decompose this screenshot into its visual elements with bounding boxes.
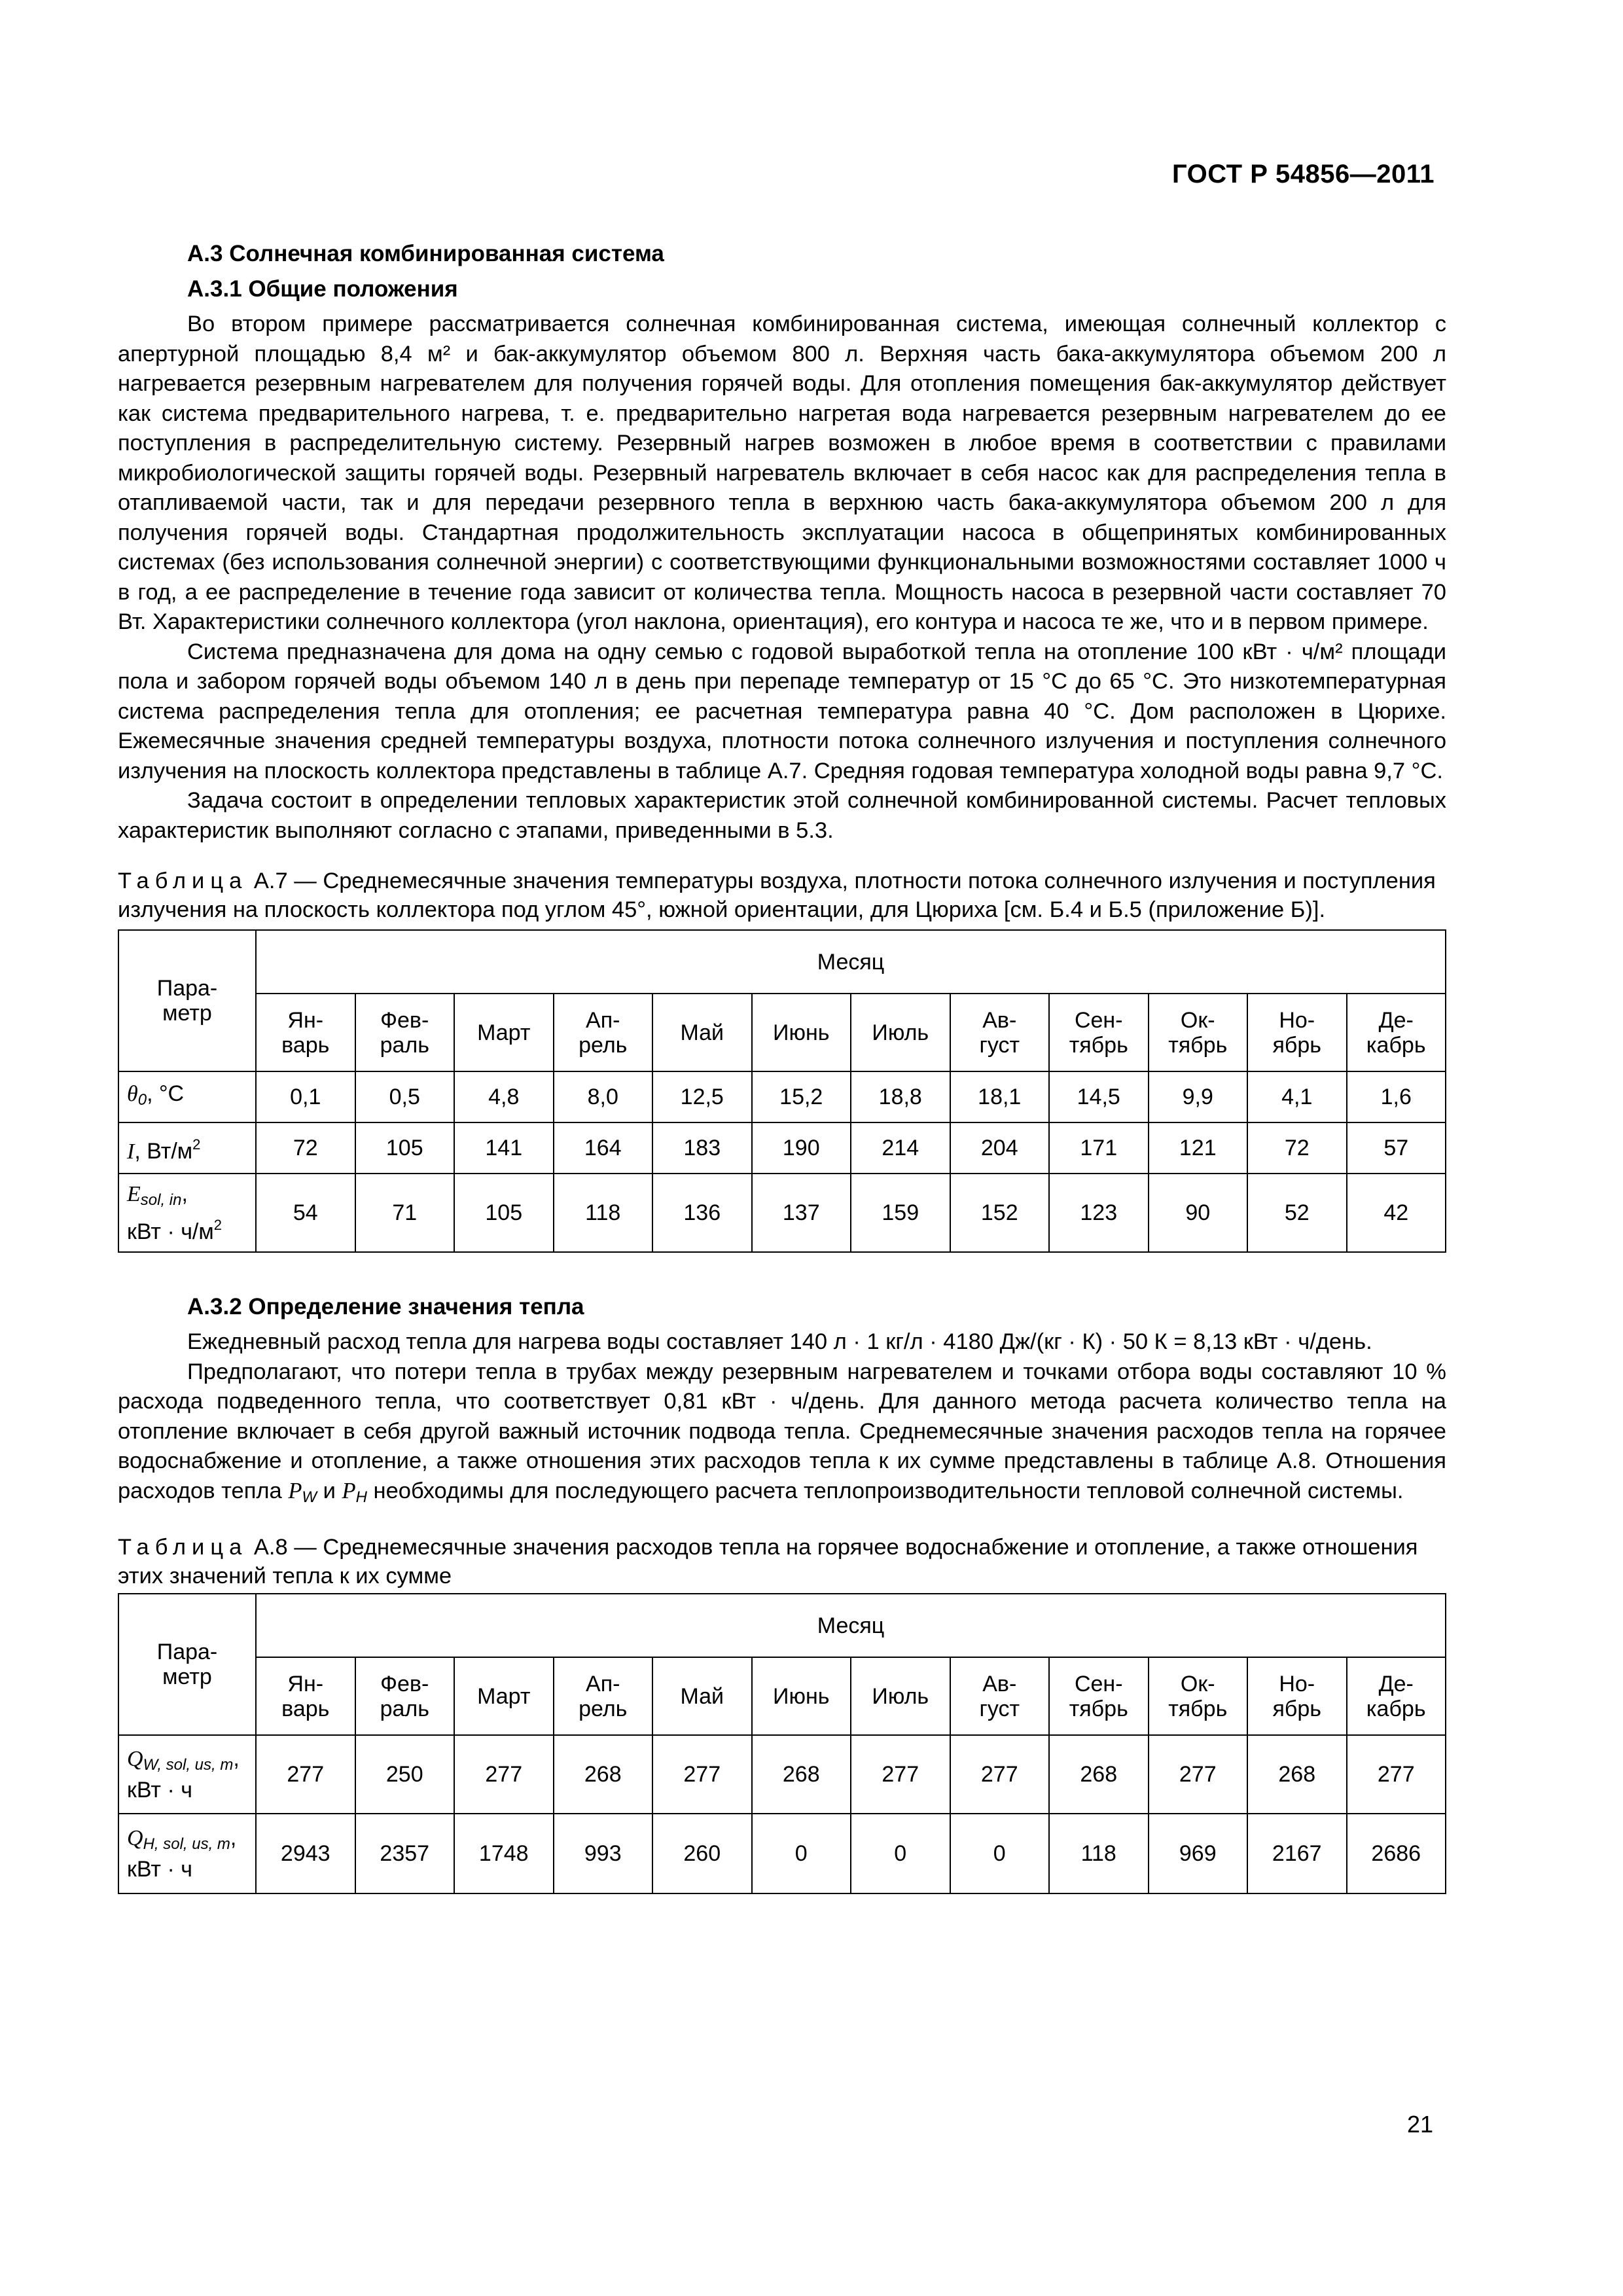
value-cell: 137	[752, 1174, 851, 1252]
paragraph: Во втором примере рассматривается солнечная комбинированная система, имеющая солнечный коллектор с апертурной площадью 8,4 м² и бак-аккумулятор объемом 800 л. Верхняя часть бака-аккумулятора объемом 200 л нагревается резервным нагревателем для получения горячей воды. Для отопления помещения бак-аккумулятор действует как система предварительного нагрева, т. е. предварительно нагретая вода нагревается резервным нагревателем до ее поступления в распределительную систему. Резервный нагрев возможен в любое время в соответствии с правилами микробиологической защиты горячей воды. Резервный нагреватель включает в себя насос как для распределения тепла в отапливаемой части, так и для передачи резервного тепла в верхнюю часть бака-аккумулятора объемом 200 л для получения горячей воды. Стандартная продолжительность эксплуатации насоса в общепринятых комбинированных системах (без использования солнечной энергии) с соответствующими функциональными возможностями составляет 1000 ч в год, а ее распределение в течение года зависит от количества тепла. Мощность насоса в резервной части составляет 70 Вт. Характеристики солнечного коллектора (угол наклона, ориентация), его контура и насоса те же, что и в первом примере.	[118, 312, 1446, 634]
table-row	[118, 1814, 1446, 1893]
header-row	[118, 930, 1446, 994]
month-cell: Ян- варь	[256, 1657, 355, 1735]
section-a31-title: А.3.1 Общие положения	[187, 276, 458, 302]
value-cell: 268	[1247, 1735, 1347, 1814]
value-cell: 121	[1149, 1122, 1248, 1174]
text-run: и	[317, 1478, 342, 1503]
value-cell: 18,8	[851, 1071, 950, 1122]
month-cell: Но- ябрь	[1247, 1657, 1347, 1735]
value-cell: 72	[256, 1122, 355, 1174]
value-cell: 969	[1149, 1814, 1248, 1893]
paragraph: Система предназначена для дома на одну семью с годовой выработкой тепла на отопление 100 кВт · ч/м² площади пола и забором горячей воды объемом 140 л в день при перепаде температур от 15 °С до 65 °С. Это низкотемпературная система распределения тепла для отопления; ее расчетная температура равна 40 °С. Дом расположен в Цюрихе. Ежемесячные значения средней температуры воздуха, плотности потока солнечного излучения и поступления солнечного излучения на плоскость коллектора представлены в таблице А.7. Средняя годовая температура холодной воды равна 9,7 °С.	[118, 639, 1446, 783]
paragraph: Задача состоит в определении тепловых характеристик этой солнечной комбинированной системы. Расчет тепловых характеристик выполняют согласно с этапами, приведенными в 5.3.	[118, 788, 1446, 843]
value-cell: 190	[752, 1122, 851, 1174]
superscript: 2	[213, 1217, 222, 1233]
month-cell: Июль	[851, 994, 950, 1071]
month-cell: Де- кабрь	[1347, 994, 1446, 1071]
value-cell: 268	[554, 1735, 653, 1814]
value-cell: 71	[355, 1174, 455, 1252]
value-cell: 0	[851, 1814, 950, 1893]
month-cell: Март	[454, 994, 554, 1071]
table-a8	[118, 1593, 1446, 1894]
value-cell: 277	[256, 1735, 355, 1814]
text-run: Предполагают, что потери тепла в трубах между резервным нагревателем и точками отбора воды составляют 10 % расхода подведенного тепла, что соответствует 0,81 кВт · ч/день. Для данного метода расчета количество тепла на отопление включает в себя другой важный источник подвода тепла. Среднемесячные значения расходов тепла на горячее водоснабжение и отопление, а также отношения этих расходов тепла к их сумме представлены в таблице А.8. Отношения расходов тепла	[118, 1359, 1446, 1503]
value-cell: 250	[355, 1735, 455, 1814]
label-unit: кВт · ч	[127, 1778, 192, 1803]
value-cell: 164	[554, 1122, 653, 1174]
section-a3-title: А.3 Солнечная комбинированная система	[187, 241, 664, 266]
value-cell: 9,9	[1149, 1071, 1248, 1122]
row-label	[118, 1122, 256, 1174]
value-cell: 1,6	[1347, 1071, 1446, 1122]
text-run: необходимы для последующего расчета теплопроизводительности тепловой солнечной системы.	[366, 1478, 1404, 1503]
paragraph	[118, 1357, 1446, 1513]
value-cell: 204	[950, 1122, 1050, 1174]
value-cell: 123	[1049, 1174, 1149, 1252]
month-cell: Май	[652, 994, 752, 1071]
symbol: Q	[127, 1826, 143, 1850]
months-row	[118, 994, 1446, 1071]
value-cell: 141	[454, 1122, 554, 1174]
value-cell: 1748	[454, 1814, 554, 1893]
value-cell: 277	[652, 1735, 752, 1814]
page-content	[118, 239, 1446, 1894]
month-cell: Ап- рель	[554, 994, 653, 1071]
month-cell: Фев- раль	[355, 994, 455, 1071]
value-cell: 260	[652, 1814, 752, 1893]
month-cell: Сен- тябрь	[1049, 994, 1149, 1071]
symbol: P	[288, 1478, 302, 1503]
caption-text: А.7 — Среднемесячные значения температуры воздуха, плотности потока солнечного излучения и поступления излучения на плоскость коллектора под углом 45°, южной ориентации, для Цюриха [см. Б.4 и Б.5 (приложение Б)].	[118, 869, 1436, 922]
value-cell: 12,5	[652, 1071, 752, 1122]
table-row	[118, 1122, 1446, 1174]
table-row	[118, 1071, 1446, 1122]
month-cell: Фев- раль	[355, 1657, 455, 1735]
value-cell: 171	[1049, 1122, 1149, 1174]
header-row	[118, 1594, 1446, 1657]
paragraph: Ежедневный расход тепла для нагрева воды составляет 140 л · 1 кг/л · 4180 Дж/(кг · К) · 50 К = 8,13 кВт · ч/день.	[187, 1329, 1372, 1354]
value-cell: 57	[1347, 1122, 1446, 1174]
label-unit: кВт · ч	[127, 1857, 192, 1882]
month-cell: Март	[454, 1657, 554, 1735]
value-cell: 52	[1247, 1174, 1347, 1252]
value-cell: 277	[1347, 1735, 1446, 1814]
month-cell: Ав- густ	[950, 994, 1050, 1071]
label-text: , Вт/м	[134, 1138, 193, 1164]
value-cell: 2357	[355, 1814, 455, 1893]
value-cell: 14,5	[1049, 1071, 1149, 1122]
label-text: ,	[181, 1181, 188, 1206]
value-cell: 277	[1149, 1735, 1248, 1814]
value-cell: 183	[652, 1122, 752, 1174]
section-a32-title: А.3.2 Определение значения тепла	[187, 1294, 584, 1319]
symbol: θ	[127, 1082, 138, 1106]
row-label	[118, 1814, 256, 1893]
symbol: P	[342, 1478, 356, 1503]
month-header: Месяц	[256, 930, 1446, 994]
value-cell: 90	[1149, 1174, 1248, 1252]
value-cell: 8,0	[554, 1071, 653, 1122]
value-cell: 0,5	[355, 1071, 455, 1122]
caption-text: А.8 — Среднемесячные значения расходов тепла на горячее водоснабжение и отопление, а также отношения этих значений тепла к их сумме	[118, 1535, 1418, 1588]
value-cell: 2943	[256, 1814, 355, 1893]
table-a7-caption	[118, 867, 1446, 924]
month-cell: Де- кабрь	[1347, 1657, 1446, 1735]
value-cell: 993	[554, 1814, 653, 1893]
month-header: Месяц	[256, 1594, 1446, 1657]
value-cell: 0	[950, 1814, 1050, 1893]
value-cell: 277	[851, 1735, 950, 1814]
subscript: H	[355, 1488, 367, 1506]
superscript: 2	[192, 1136, 201, 1153]
value-cell: 105	[454, 1174, 554, 1252]
value-cell: 2686	[1347, 1814, 1446, 1893]
value-cell: 15,2	[752, 1071, 851, 1122]
table-a8-caption	[118, 1533, 1446, 1590]
month-cell: Ок- тябрь	[1149, 994, 1248, 1071]
table-a7	[118, 929, 1446, 1253]
row-label	[118, 1174, 256, 1252]
value-cell: 72	[1247, 1122, 1347, 1174]
value-cell: 4,8	[454, 1071, 554, 1122]
value-cell: 18,1	[950, 1071, 1050, 1122]
label-text: ,	[230, 1825, 237, 1850]
month-cell: Сен- тябрь	[1049, 1657, 1149, 1735]
value-cell: 214	[851, 1122, 950, 1174]
subscript: sol, in	[140, 1191, 182, 1209]
table-row	[118, 1735, 1446, 1814]
document-id: ГОСТ Р 54856—2011	[1172, 160, 1435, 188]
value-cell: 0,1	[256, 1071, 355, 1122]
value-cell: 159	[851, 1174, 950, 1252]
table-row	[118, 1174, 1446, 1252]
symbol: I	[127, 1139, 135, 1164]
value-cell: 2167	[1247, 1814, 1347, 1893]
value-cell: 268	[752, 1735, 851, 1814]
page-number: 21	[1407, 2111, 1434, 2138]
label-text: ,	[233, 1746, 240, 1771]
subscript: W, sol, us, m	[143, 1756, 234, 1774]
value-cell: 54	[256, 1174, 355, 1252]
symbol: Q	[127, 1747, 143, 1771]
month-cell: Ян- варь	[256, 994, 355, 1071]
value-cell: 277	[454, 1735, 554, 1814]
value-cell: 118	[554, 1174, 653, 1252]
month-cell: Ок- тябрь	[1149, 1657, 1248, 1735]
caption-word: Таблица	[118, 1535, 248, 1560]
value-cell: 277	[950, 1735, 1050, 1814]
months-row	[118, 1657, 1446, 1735]
symbol: E	[127, 1182, 141, 1206]
month-cell: Май	[652, 1657, 752, 1735]
value-cell: 136	[652, 1174, 752, 1252]
row-label	[118, 1071, 256, 1122]
value-cell: 42	[1347, 1174, 1446, 1252]
row-label	[118, 1735, 256, 1814]
param-header: Пара- метр	[118, 1594, 256, 1735]
value-cell: 268	[1049, 1735, 1149, 1814]
value-cell: 105	[355, 1122, 455, 1174]
subscript: W	[302, 1488, 317, 1506]
subscript: H, sol, us, m	[143, 1835, 230, 1853]
label-text: , °С	[147, 1081, 185, 1106]
value-cell: 4,1	[1247, 1071, 1347, 1122]
param-header: Пара- метр	[118, 930, 256, 1071]
month-cell: Но- ябрь	[1247, 994, 1347, 1071]
subscript: 0	[137, 1091, 147, 1109]
month-cell: Ап- рель	[554, 1657, 653, 1735]
month-cell: Июль	[851, 1657, 950, 1735]
label-unit: кВт · ч/м	[127, 1219, 214, 1244]
caption-word: Таблица	[118, 869, 248, 893]
value-cell: 152	[950, 1174, 1050, 1252]
month-cell: Июнь	[752, 994, 851, 1071]
value-cell: 118	[1049, 1814, 1149, 1893]
month-cell: Июнь	[752, 1657, 851, 1735]
value-cell: 0	[752, 1814, 851, 1893]
month-cell: Ав- густ	[950, 1657, 1050, 1735]
